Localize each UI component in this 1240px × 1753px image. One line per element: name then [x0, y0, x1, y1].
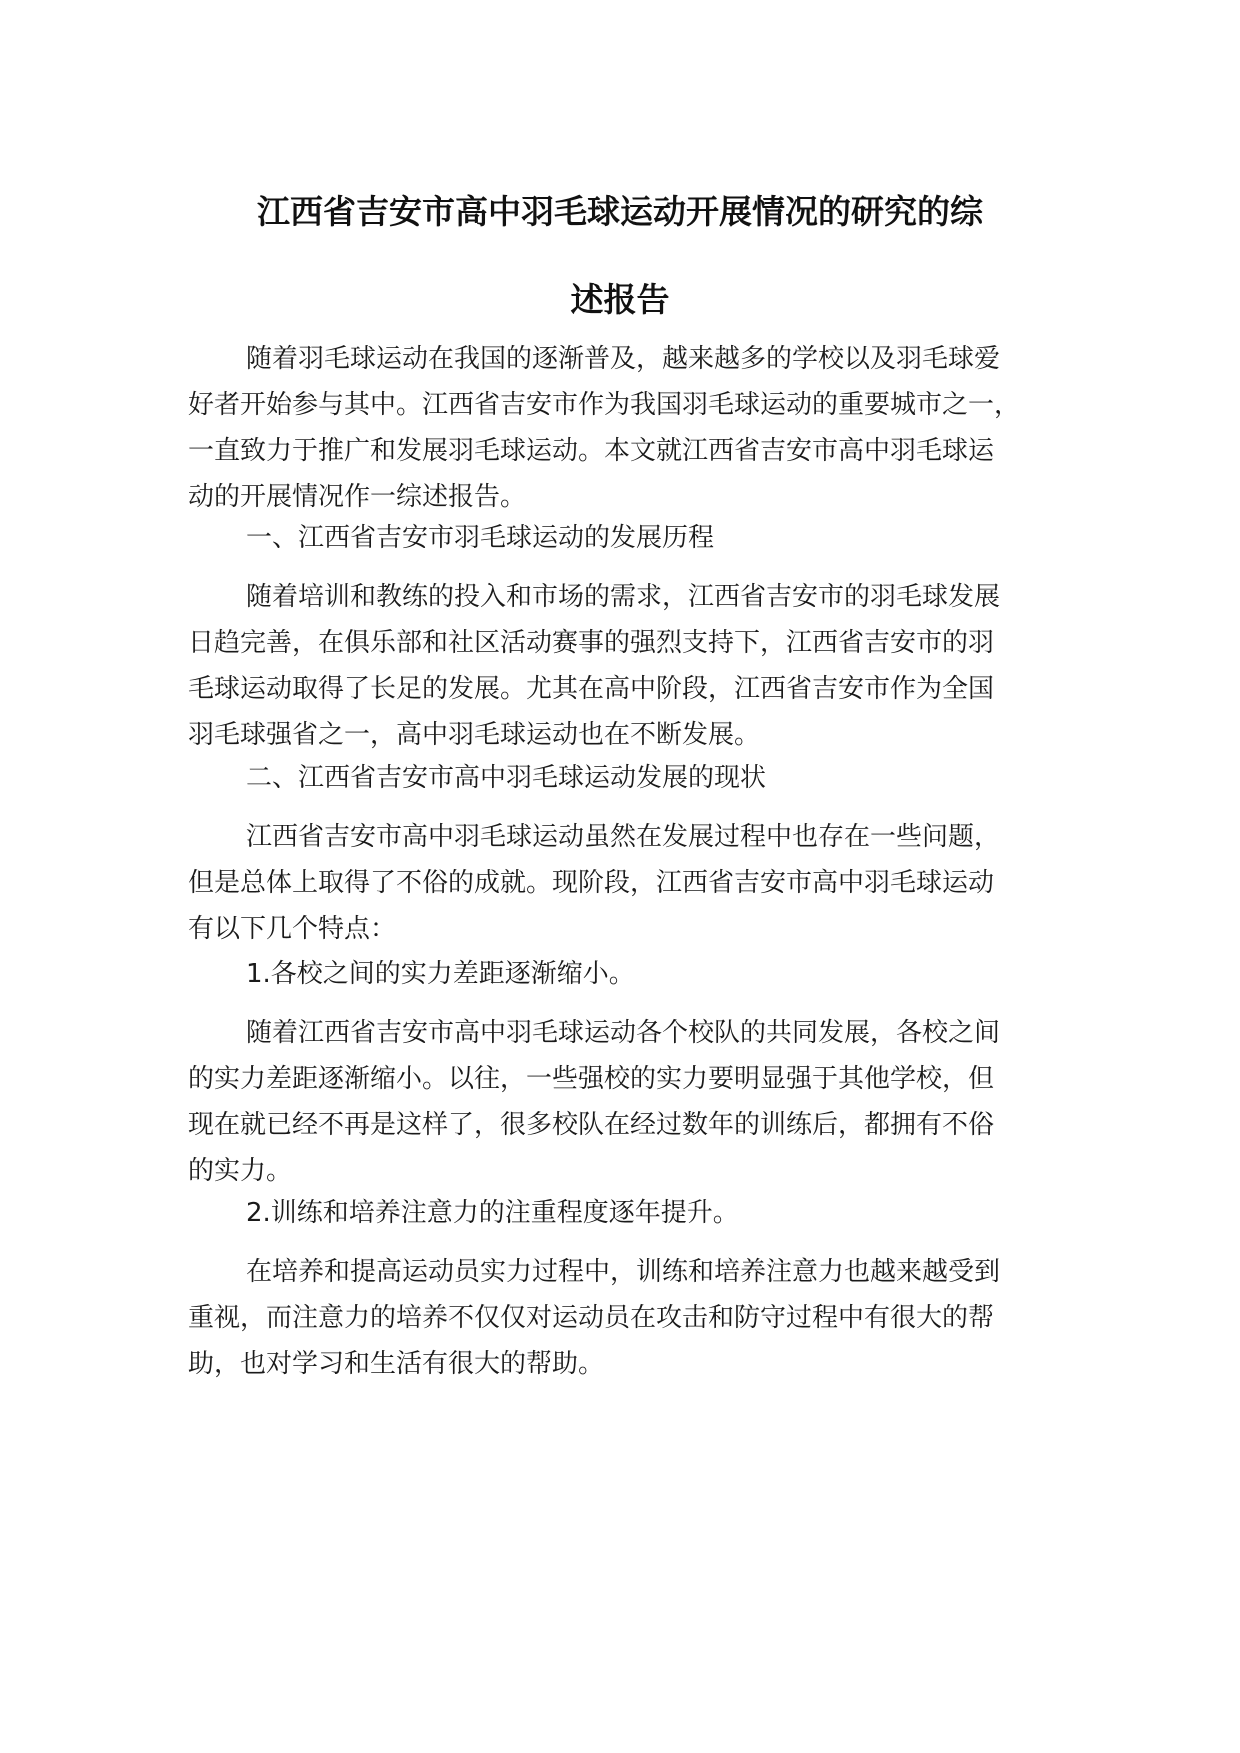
heading-text: 一、江西省吉安市羽毛球运动的发展历程	[246, 523, 715, 553]
paragraph-line: 重视，而注意力的培养不仅仅对运动员在攻击和防守过程中有很大的帮	[188, 1303, 995, 1333]
paragraph-line: 羽毛球强省之一，高中羽毛球运动也在不断发展。	[188, 720, 761, 750]
paragraph-line: 随着培训和教练的投入和市场的需求，江西省吉安市的羽毛球发展	[246, 582, 1001, 612]
paragraph-line: 但是总体上取得了不俗的成就。现阶段，江西省吉安市高中羽毛球运动	[188, 868, 995, 898]
paragraph-line: 有以下几个特点：	[188, 914, 397, 944]
paragraph-line: 的实力差距逐渐缩小。以往，一些强校的实力要明显强于其他学校，但	[188, 1064, 995, 1094]
heading-text: 二、江西省吉安市高中羽毛球运动发展的现状	[246, 763, 767, 793]
paragraph-line: 日趋完善，在俱乐部和社区活动赛事的强烈支持下，江西省吉安市的羽	[188, 628, 995, 658]
paragraph-line: 随着羽毛球运动在我国的逐渐普及，越来越多的学校以及羽毛球爱	[246, 344, 1001, 374]
document-title	[180, 168, 1060, 344]
paragraph-line: 的实力。	[188, 1156, 293, 1186]
history-paragraph	[188, 574, 1058, 758]
paragraph-line: 动的开展情况作一综述报告。	[188, 482, 527, 512]
intro-paragraph	[188, 336, 1058, 520]
attention-paragraph	[188, 1249, 1058, 1387]
section-heading-2	[188, 755, 1058, 801]
subheading-2	[188, 1190, 1058, 1236]
paragraph-line: 毛球运动取得了长足的发展。尤其在高中阶段，江西省吉安市作为全国	[188, 674, 995, 704]
title-line-1: 江西省吉安市高中羽毛球运动开展情况的研究的综	[257, 192, 983, 231]
paragraph-line: 现在就已经不再是这样了，很多校队在经过数年的训练后，都拥有不俗	[188, 1110, 995, 1140]
heading-text: 2.训练和培养注意力的注重程度逐年提升。	[246, 1198, 739, 1228]
paragraph-line: 一直致力于推广和发展羽毛球运动。本文就江西省吉安市高中羽毛球运	[188, 436, 995, 466]
heading-text: 1.各校之间的实力差距逐渐缩小。	[246, 959, 635, 989]
gap-paragraph	[188, 1010, 1058, 1194]
paragraph-line: 在培养和提高运动员实力过程中，训练和培养注意力也越来越受到	[246, 1257, 1001, 1287]
paragraph-line: 好者开始参与其中。江西省吉安市作为我国羽毛球运动的重要城市之一，	[188, 390, 1021, 420]
paragraph-line: 随着江西省吉安市高中羽毛球运动各个校队的共同发展，各校之间	[246, 1018, 1001, 1048]
subheading-1	[188, 951, 1058, 997]
paragraph-line: 江西省吉安市高中羽毛球运动虽然在发展过程中也存在一些问题，	[246, 822, 1001, 852]
title-line-2: 述报告	[570, 280, 670, 319]
paragraph-line: 助，也对学习和生活有很大的帮助。	[188, 1349, 605, 1379]
section-heading-1	[188, 515, 1058, 561]
status-paragraph	[188, 814, 1058, 952]
